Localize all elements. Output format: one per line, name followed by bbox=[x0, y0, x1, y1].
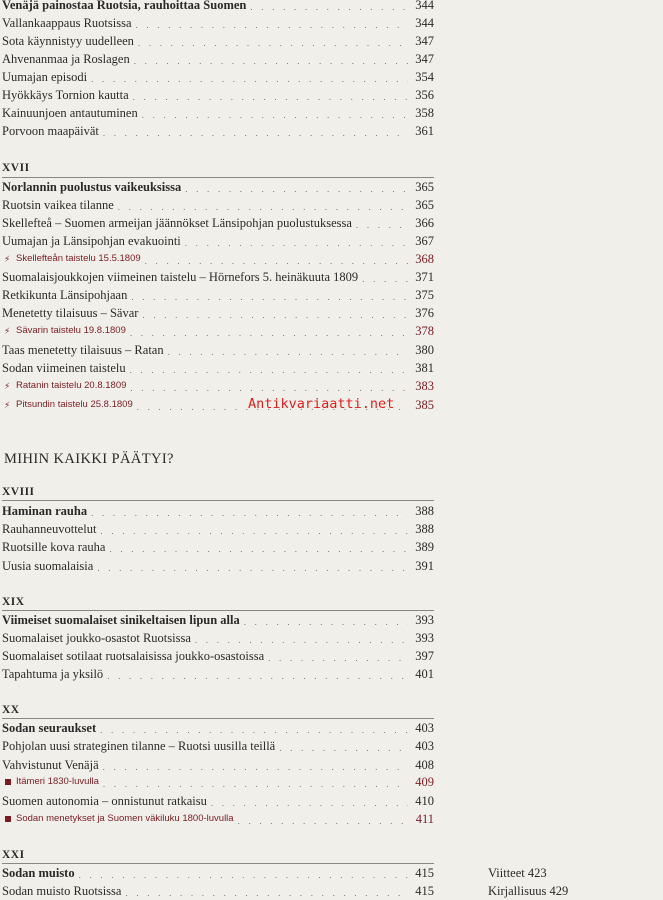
entry-title bbox=[2, 178, 185, 196]
dot-leader bbox=[100, 524, 408, 538]
toc-entry bbox=[2, 538, 434, 556]
toc-chapter-heading bbox=[2, 502, 434, 520]
chapter-number: XVII bbox=[2, 162, 30, 174]
back-matter-page: 429 bbox=[546, 884, 569, 898]
entry-page-number: 415 bbox=[415, 866, 434, 880]
dot-leader bbox=[109, 542, 408, 556]
square-bullet-icon bbox=[5, 779, 11, 785]
entry-page-number: 378 bbox=[415, 324, 434, 338]
entry-title-text: Pitsundin taistelu 25.8.1809 bbox=[16, 399, 133, 410]
entry-page-number: 368 bbox=[415, 252, 434, 266]
entry-page-number: 388 bbox=[415, 504, 434, 518]
entry-page-number: 385 bbox=[415, 398, 434, 412]
toc-entry bbox=[2, 104, 434, 122]
toc-boxed-entry bbox=[2, 773, 434, 791]
entry-title bbox=[2, 304, 142, 322]
chapter-number: XX bbox=[2, 704, 20, 716]
dot-leader bbox=[118, 200, 408, 214]
toc-boxed-entry bbox=[2, 377, 434, 395]
lightning-icon: ⚡ bbox=[4, 254, 11, 264]
entry-page-number: 397 bbox=[415, 649, 434, 663]
entry-title-text: Sota käynnistyy uudelleen bbox=[2, 34, 134, 48]
dot-leader bbox=[185, 182, 408, 196]
entry-title bbox=[2, 196, 118, 214]
entry-title bbox=[2, 737, 279, 755]
entry-page-number: 380 bbox=[415, 343, 434, 357]
entry-title bbox=[2, 50, 134, 68]
dot-leader bbox=[356, 218, 408, 232]
entry-title bbox=[2, 286, 131, 304]
entry-title bbox=[2, 214, 356, 232]
square-bullet-icon bbox=[5, 816, 11, 822]
toc-entry bbox=[2, 214, 434, 232]
toc-boxed-entry bbox=[2, 810, 434, 828]
dot-leader bbox=[130, 326, 408, 340]
entry-title bbox=[2, 232, 185, 250]
dot-leader bbox=[142, 108, 408, 122]
dot-leader bbox=[142, 308, 408, 322]
entry-title-text: Porvoon maapäivät bbox=[2, 124, 99, 138]
entry-title bbox=[2, 756, 103, 774]
entry-title bbox=[2, 647, 268, 665]
entry-title bbox=[2, 882, 125, 900]
dot-leader bbox=[279, 741, 408, 755]
entry-title-text: Sodan viimeinen taistelu bbox=[2, 361, 126, 375]
entry-title-text: Suomen autonomia – onnistunut ratkaisu bbox=[2, 794, 207, 808]
entry-title bbox=[2, 86, 133, 104]
entry-title-text: Uumajan ja Länsipohjan evakuointi bbox=[2, 234, 181, 248]
entry-title-text: Hyökkäys Tornion kautta bbox=[2, 88, 129, 102]
entry-title bbox=[2, 250, 145, 268]
dot-leader bbox=[103, 126, 408, 140]
toc-entry bbox=[2, 756, 434, 774]
entry-title-text: Suomalaiset sotilaat ruotsalaisissa joukko-osastoissa bbox=[2, 649, 265, 663]
entry-page-number: 403 bbox=[415, 739, 434, 753]
dot-leader bbox=[268, 651, 408, 665]
entry-title bbox=[2, 396, 137, 414]
dot-leader bbox=[134, 54, 408, 68]
entry-title-text: Sodan seuraukset bbox=[2, 721, 97, 735]
dot-leader bbox=[362, 272, 408, 286]
entry-page-number: 366 bbox=[415, 216, 434, 230]
entry-page-number: 393 bbox=[415, 613, 434, 627]
entry-title-text: Skellefteån taistelu 15.5.1809 bbox=[16, 253, 141, 264]
entry-page-number: 361 bbox=[415, 124, 434, 138]
entry-page-number: 381 bbox=[415, 361, 434, 375]
lightning-icon: ⚡ bbox=[4, 381, 11, 391]
back-matter-title: Kirjallisuus bbox=[488, 884, 547, 898]
toc-entry bbox=[2, 196, 434, 214]
entry-page-number: 388 bbox=[415, 522, 434, 536]
entry-title-text: Tapahtuma ja yksilö bbox=[2, 667, 104, 681]
entry-title-text: Retkikunta Länsipohjaan bbox=[2, 288, 128, 302]
toc-entry bbox=[2, 32, 434, 50]
entry-title-text: Sodan muisto Ruotsissa bbox=[2, 884, 122, 898]
entry-title bbox=[2, 611, 244, 629]
dot-leader bbox=[130, 381, 408, 395]
entry-title-text: Rauhanneuvottelut bbox=[2, 522, 97, 536]
entry-title bbox=[2, 864, 79, 882]
dot-leader bbox=[138, 36, 408, 50]
toc-entry bbox=[2, 557, 434, 575]
dot-leader bbox=[168, 345, 408, 359]
toc-boxed-entry bbox=[2, 250, 434, 268]
entry-title-text: Norlannin puolustus vaikeuksissa bbox=[2, 180, 182, 194]
entry-page-number: 347 bbox=[415, 52, 434, 66]
entry-title-text: Suomalaisjoukkojen viimeinen taistelu – Hörnefors 5. heinäkuuta 1809 bbox=[2, 270, 359, 284]
dot-leader bbox=[136, 18, 409, 32]
entry-title-text: Sodan muisto bbox=[2, 866, 75, 880]
lightning-icon: ⚡ bbox=[4, 326, 11, 336]
entry-page-number: 393 bbox=[415, 631, 434, 645]
entry-page-number: 409 bbox=[415, 775, 434, 789]
toc-entry bbox=[2, 792, 434, 810]
entry-title-text: Ruotsille kova rauha bbox=[2, 540, 106, 554]
toc-entry bbox=[2, 665, 434, 683]
entry-title-text: Venäjä painostaa Ruotsia, rauhoittaa Suomen bbox=[2, 0, 247, 12]
entry-page-number: 391 bbox=[415, 559, 434, 573]
entry-title-text: Ratanin taistelu 20.8.1809 bbox=[16, 380, 127, 391]
entry-title bbox=[2, 792, 211, 810]
entry-page-number: 376 bbox=[415, 306, 434, 320]
toc-entry bbox=[2, 14, 434, 32]
toc-entry bbox=[2, 520, 434, 538]
toc-entry bbox=[2, 737, 434, 755]
entry-title-text: Ahvenanmaa ja Roslagen bbox=[2, 52, 130, 66]
entry-page-number: 344 bbox=[415, 16, 434, 30]
entry-title-text: Vahvistunut Venäjä bbox=[2, 758, 99, 772]
entry-page-number: 354 bbox=[415, 70, 434, 84]
toc-entry bbox=[2, 882, 434, 900]
entry-page-number: 415 bbox=[415, 884, 434, 898]
dot-leader bbox=[107, 669, 408, 683]
toc-entry bbox=[2, 68, 434, 86]
dot-leader bbox=[130, 363, 408, 377]
entry-title bbox=[2, 520, 100, 538]
toc-chapter-heading bbox=[2, 0, 434, 14]
entry-title-text: Haminan rauha bbox=[2, 504, 88, 518]
back-matter-title: Viitteet bbox=[488, 866, 525, 880]
watermark-text: Antikvariaatti.net bbox=[248, 396, 395, 412]
entry-title bbox=[2, 719, 100, 737]
entry-page-number: 411 bbox=[415, 812, 434, 826]
entry-title bbox=[2, 773, 103, 791]
dot-leader bbox=[131, 290, 408, 304]
entry-title-text: Taas menetetty tilaisuus – Ratan bbox=[2, 343, 164, 357]
dot-leader bbox=[97, 561, 408, 575]
back-matter-entry bbox=[488, 864, 547, 882]
dot-leader bbox=[238, 814, 408, 828]
entry-page-number: 358 bbox=[415, 106, 434, 120]
entry-title-text: Viimeiset suomalaiset sinikeltaisen lipun alla bbox=[2, 613, 240, 627]
entry-page-number: 410 bbox=[415, 794, 434, 808]
entry-title bbox=[2, 341, 168, 359]
toc-chapter-heading bbox=[2, 864, 434, 882]
entry-title-text: Uumajan episodi bbox=[2, 70, 88, 84]
toc-entry bbox=[2, 341, 434, 359]
entry-title-text: Menetetty tilaisuus – Sävar bbox=[2, 306, 139, 320]
toc-entry bbox=[2, 629, 434, 647]
entry-title bbox=[2, 665, 107, 683]
part-title: MIHIN KAIKKI PÄÄTYI? bbox=[4, 451, 174, 467]
entry-page-number: 365 bbox=[415, 198, 434, 212]
entry-page-number: 356 bbox=[415, 88, 434, 102]
entry-title-text: Vallankaappaus Ruotsissa bbox=[2, 16, 132, 30]
toc-entry bbox=[2, 304, 434, 322]
entry-title bbox=[2, 629, 195, 647]
entry-page-number: 401 bbox=[415, 667, 434, 681]
entry-title-text: Suomalaiset joukko-osastot Ruotsissa bbox=[2, 631, 191, 645]
entry-page-number: 371 bbox=[415, 270, 434, 284]
lightning-icon: ⚡ bbox=[4, 400, 11, 410]
dot-leader bbox=[103, 777, 408, 791]
toc-chapter-heading bbox=[2, 719, 434, 737]
entry-title-text: Sodan menetykset ja Suomen väkiluku 1800-luvulla bbox=[16, 813, 234, 824]
dot-leader bbox=[195, 633, 408, 647]
entry-title bbox=[2, 557, 97, 575]
entry-title-text: Sävarin taistelu 19.8.1809 bbox=[16, 325, 126, 336]
entry-page-number: 347 bbox=[415, 34, 434, 48]
dot-leader bbox=[211, 796, 408, 810]
dot-leader bbox=[250, 0, 408, 14]
dot-leader bbox=[133, 90, 408, 104]
toc-entry bbox=[2, 50, 434, 68]
chapter-number: XIX bbox=[2, 596, 25, 608]
entry-title bbox=[2, 104, 142, 122]
entry-title bbox=[2, 0, 250, 14]
entry-title bbox=[2, 810, 238, 828]
entry-title bbox=[2, 359, 130, 377]
entry-page-number: 383 bbox=[415, 379, 434, 393]
dot-leader bbox=[244, 615, 408, 629]
entry-page-number: 389 bbox=[415, 540, 434, 554]
entry-page-number: 344 bbox=[415, 0, 434, 12]
entry-page-number: 365 bbox=[415, 180, 434, 194]
back-matter-page: 423 bbox=[524, 866, 547, 880]
entry-title-text: Pohjolan uusi strateginen tilanne – Ruotsi uusilla teillä bbox=[2, 739, 276, 753]
dot-leader bbox=[145, 254, 408, 268]
entry-title-text: Itämeri 1830-luvulla bbox=[16, 776, 99, 787]
toc-entry bbox=[2, 122, 434, 140]
chapter-number: XXI bbox=[2, 849, 25, 861]
entry-title-text: Uusia suomalaisia bbox=[2, 559, 94, 573]
dot-leader bbox=[91, 72, 408, 86]
back-matter-entry bbox=[488, 882, 568, 900]
toc-chapter-heading bbox=[2, 611, 434, 629]
entry-title bbox=[2, 268, 362, 286]
toc-entry bbox=[2, 286, 434, 304]
entry-title bbox=[2, 14, 136, 32]
dot-leader bbox=[91, 506, 408, 520]
toc-boxed-entry bbox=[2, 322, 434, 340]
entry-title-text: Skellefteå – Suomen armeijan jäännökset Länsipohjan puolustuksessa bbox=[2, 216, 352, 230]
toc-entry bbox=[2, 232, 434, 250]
toc-entry bbox=[2, 647, 434, 665]
entry-title bbox=[2, 32, 138, 50]
entry-title bbox=[2, 322, 130, 340]
entry-title-text: Ruotsin vaikea tilanne bbox=[2, 198, 114, 212]
chapter-number: XVIII bbox=[2, 486, 35, 498]
entry-page-number: 408 bbox=[415, 758, 434, 772]
dot-leader bbox=[185, 236, 408, 250]
entry-page-number: 375 bbox=[415, 288, 434, 302]
entry-title bbox=[2, 538, 109, 556]
entry-page-number: 403 bbox=[415, 721, 434, 735]
entry-title bbox=[2, 377, 130, 395]
dot-leader bbox=[125, 886, 408, 900]
dot-leader bbox=[100, 723, 408, 737]
dot-leader bbox=[103, 760, 408, 774]
entry-title bbox=[2, 68, 91, 86]
divider bbox=[2, 500, 434, 501]
entry-title-text: Kainuunjoen antautuminen bbox=[2, 106, 138, 120]
entry-title bbox=[2, 502, 91, 520]
toc-entry bbox=[2, 359, 434, 377]
entry-page-number: 367 bbox=[415, 234, 434, 248]
toc-entry bbox=[2, 268, 434, 286]
entry-title bbox=[2, 122, 103, 140]
dot-leader bbox=[79, 868, 408, 882]
toc-entry bbox=[2, 86, 434, 104]
toc-chapter-heading bbox=[2, 178, 434, 196]
